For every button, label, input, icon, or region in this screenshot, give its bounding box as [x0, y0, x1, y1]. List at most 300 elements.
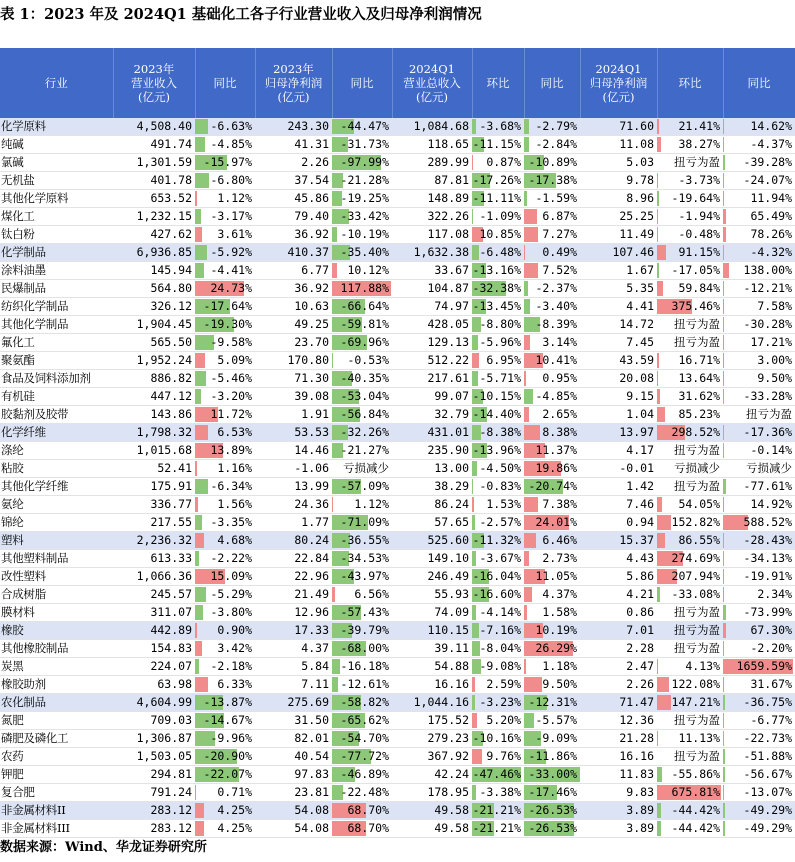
- data-bar: [657, 119, 659, 134]
- value-cell: 6.77: [255, 262, 332, 280]
- growth-value: -19.64%: [671, 191, 720, 205]
- growth-value: 31.62%: [678, 389, 720, 403]
- industry-name-cell: 钾肥: [0, 766, 113, 784]
- growth-value: -3.20%: [210, 389, 252, 403]
- growth-cell: [723, 388, 795, 406]
- growth-cell: [524, 334, 580, 352]
- data-bar: [657, 497, 662, 512]
- growth-value: -57.09%: [340, 479, 389, 493]
- value-cell: 7.01: [580, 622, 657, 640]
- growth-cell: [723, 640, 795, 658]
- data-bar: [195, 263, 204, 278]
- growth-value: -10.15%: [472, 389, 521, 403]
- value-cell: 54.08: [255, 820, 332, 838]
- growth-value: -13.45%: [472, 299, 521, 313]
- industry-name-cell: 钛白粉: [0, 226, 113, 244]
- growth-value: 9.76%: [486, 749, 521, 763]
- table-row: [0, 514, 795, 532]
- growth-cell: [195, 370, 255, 388]
- value-cell: 442.89: [113, 622, 195, 640]
- value-cell: 5.86: [580, 568, 657, 586]
- growth-cell: [332, 586, 392, 604]
- growth-cell: [472, 478, 524, 496]
- value-cell: 491.74: [113, 136, 195, 154]
- value-cell: 4.43: [580, 550, 657, 568]
- table-row: [0, 748, 795, 766]
- growth-cell: [723, 442, 795, 460]
- data-table-container: [0, 48, 795, 838]
- growth-value: 扭亏为盈: [674, 605, 720, 619]
- data-bar: [195, 245, 207, 260]
- data-bar: [195, 371, 206, 386]
- data-bar: [723, 587, 724, 602]
- growth-cell: [332, 820, 392, 838]
- growth-value: -21.27%: [340, 443, 389, 457]
- value-cell: 279.23: [392, 730, 472, 748]
- value-cell: 87.81: [392, 172, 472, 190]
- value-cell: 13.99: [255, 478, 332, 496]
- growth-value: 7.27%: [542, 227, 577, 241]
- growth-cell: [723, 478, 795, 496]
- table-row: [0, 352, 795, 370]
- growth-value: -19.91%: [743, 569, 792, 583]
- growth-value: 1.58%: [542, 605, 577, 619]
- value-cell: 275.69: [255, 694, 332, 712]
- growth-value: -9.09%: [535, 731, 577, 745]
- value-cell: 129.13: [392, 334, 472, 352]
- growth-cell: [472, 244, 524, 262]
- growth-value: 38.27%: [678, 137, 720, 151]
- growth-cell: [472, 550, 524, 568]
- growth-value: -12.21%: [743, 281, 792, 295]
- growth-cell: [195, 550, 255, 568]
- growth-value: -36.55%: [340, 533, 389, 547]
- value-cell: 1.91: [255, 406, 332, 424]
- growth-value: -54.70%: [340, 731, 389, 745]
- growth-cell: [332, 640, 392, 658]
- group-row: [0, 532, 795, 550]
- growth-value: 65.49%: [750, 209, 792, 223]
- table-row: [0, 568, 795, 586]
- industry-name-cell: 食品及饲料添加剂: [0, 370, 113, 388]
- growth-value: -21.21%: [472, 803, 521, 817]
- growth-cell: [657, 748, 723, 766]
- value-cell: 7.45: [580, 334, 657, 352]
- value-cell: 2.47: [580, 658, 657, 676]
- growth-value: 扭亏为盈: [674, 155, 720, 169]
- growth-cell: [657, 694, 723, 712]
- table-title: 表 1：2023 年及 2024Q1 基础化工各子行业营业收入及归母净利润情况: [0, 6, 482, 23]
- growth-value: -51.88%: [743, 749, 792, 763]
- growth-cell: [472, 208, 524, 226]
- growth-cell: [723, 172, 795, 190]
- data-bar: [657, 731, 658, 746]
- growth-cell: [657, 370, 723, 388]
- growth-cell: [332, 424, 392, 442]
- value-cell: 107.46: [580, 244, 657, 262]
- data-bar: [524, 371, 526, 386]
- growth-cell: [472, 658, 524, 676]
- growth-cell: [332, 406, 392, 424]
- value-cell: 1.77: [255, 514, 332, 532]
- growth-cell: [524, 118, 580, 136]
- growth-cell: [332, 532, 392, 550]
- value-cell: 512.22: [392, 352, 472, 370]
- growth-value: 16.71%: [678, 353, 720, 367]
- group-row: [0, 118, 795, 136]
- growth-value: -16.60%: [472, 587, 521, 601]
- growth-cell: [524, 604, 580, 622]
- growth-cell: [657, 640, 723, 658]
- growth-value: 2.65%: [542, 407, 577, 421]
- growth-value: -9.08%: [479, 659, 521, 673]
- growth-cell: [195, 172, 255, 190]
- growth-value: 6.87%: [542, 209, 577, 223]
- growth-cell: [723, 424, 795, 442]
- data-bar: [472, 335, 478, 350]
- growth-cell: [723, 586, 795, 604]
- growth-value: -5.71%: [479, 371, 521, 385]
- growth-value: 10.12%: [347, 263, 389, 277]
- growth-value: -10.16%: [472, 731, 521, 745]
- growth-cell: [723, 460, 795, 478]
- data-bar: [657, 695, 671, 710]
- growth-value: 19.86%: [535, 461, 577, 475]
- growth-cell: [524, 460, 580, 478]
- growth-cell: [723, 622, 795, 640]
- growth-cell: [472, 748, 524, 766]
- growth-cell: [524, 820, 580, 838]
- growth-value: -0.14%: [750, 443, 792, 457]
- growth-cell: [524, 748, 580, 766]
- growth-value: 扭亏为盈: [674, 641, 720, 655]
- growth-value: -2.20%: [750, 641, 792, 655]
- value-cell: 283.12: [113, 820, 195, 838]
- industry-name-cell: 氨纶: [0, 496, 113, 514]
- growth-cell: [332, 388, 392, 406]
- growth-cell: [472, 784, 524, 802]
- growth-cell: [472, 586, 524, 604]
- growth-value: 5.20%: [486, 713, 521, 727]
- growth-value: -22.07%: [203, 767, 252, 781]
- growth-value: -6.77%: [750, 713, 792, 727]
- industry-name-cell: 其他橡胶制品: [0, 640, 113, 658]
- table-row: [0, 190, 795, 208]
- growth-value: 4.25%: [217, 803, 252, 817]
- growth-value: -11.15%: [472, 137, 521, 151]
- growth-cell: [657, 424, 723, 442]
- data-bar: [195, 461, 197, 476]
- data-bar: [472, 155, 473, 170]
- growth-value: 6.53%: [217, 425, 252, 439]
- industry-name-cell: 其他塑料制品: [0, 550, 113, 568]
- value-cell: 0.94: [580, 514, 657, 532]
- value-cell: 886.82: [113, 370, 195, 388]
- table-row: [0, 154, 795, 172]
- growth-value: -5.92%: [210, 245, 252, 259]
- growth-value: 6.56%: [354, 587, 389, 601]
- growth-cell: [524, 424, 580, 442]
- data-bar: [524, 335, 530, 350]
- value-cell: 565.50: [113, 334, 195, 352]
- growth-cell: [524, 658, 580, 676]
- value-cell: 4.37: [255, 640, 332, 658]
- data-bar: [472, 677, 475, 692]
- growth-cell: [472, 136, 524, 154]
- value-cell: 5.35: [580, 280, 657, 298]
- growth-value: 9.50%: [757, 371, 792, 385]
- growth-cell: [472, 370, 524, 388]
- growth-cell: [723, 712, 795, 730]
- growth-cell: [195, 226, 255, 244]
- growth-cell: [332, 136, 392, 154]
- data-bar: [723, 533, 724, 548]
- growth-cell: [195, 766, 255, 784]
- growth-value: -0.48%: [678, 227, 720, 241]
- data-bar: [195, 803, 204, 818]
- growth-value: -10.19%: [340, 227, 389, 241]
- industry-name-cell: 非金属材料III: [0, 820, 113, 838]
- group-row: [0, 424, 795, 442]
- growth-value: 6.33%: [217, 677, 252, 691]
- value-cell: 2.28: [580, 640, 657, 658]
- value-cell: 2.26: [255, 154, 332, 172]
- industry-name-cell: 塑料: [0, 532, 113, 550]
- growth-value: -11.32%: [472, 533, 521, 547]
- growth-value: -28.43%: [743, 533, 792, 547]
- data-bar: [723, 443, 724, 458]
- growth-cell: [195, 712, 255, 730]
- value-cell: 40.54: [255, 748, 332, 766]
- value-cell: 17.33: [255, 622, 332, 640]
- value-cell: 49.58: [392, 802, 472, 820]
- growth-cell: [332, 784, 392, 802]
- growth-cell: [195, 280, 255, 298]
- growth-value: -15.97%: [203, 155, 252, 169]
- growth-cell: [195, 406, 255, 424]
- growth-value: 9.50%: [542, 677, 577, 691]
- growth-value: 11.13%: [678, 731, 720, 745]
- growth-value: -56.67%: [743, 767, 792, 781]
- column-header: 同比: [723, 48, 795, 118]
- data-bar: [195, 821, 204, 836]
- table-row: [0, 496, 795, 514]
- growth-value: 6.95%: [486, 353, 521, 367]
- growth-cell: [524, 532, 580, 550]
- value-cell: 145.94: [113, 262, 195, 280]
- growth-cell: [472, 154, 524, 172]
- table-row: [0, 730, 795, 748]
- value-cell: 525.60: [392, 532, 472, 550]
- growth-value: -39.79%: [340, 623, 389, 637]
- growth-cell: [723, 568, 795, 586]
- growth-cell: [332, 442, 392, 460]
- growth-cell: [472, 568, 524, 586]
- growth-cell: [332, 550, 392, 568]
- growth-cell: [332, 802, 392, 820]
- growth-value: -3.80%: [210, 605, 252, 619]
- growth-cell: [657, 622, 723, 640]
- growth-cell: [524, 784, 580, 802]
- growth-cell: [332, 568, 392, 586]
- industry-name-cell: 其他化学纤维: [0, 478, 113, 496]
- value-cell: 36.92: [255, 226, 332, 244]
- data-bar: [332, 659, 340, 674]
- growth-value: -4.41%: [210, 263, 252, 277]
- growth-cell: [472, 514, 524, 532]
- growth-value: -30.28%: [743, 317, 792, 331]
- value-cell: 1,232.15: [113, 208, 195, 226]
- value-cell: 71.47: [580, 694, 657, 712]
- data-bar: [524, 299, 530, 314]
- growth-value: 54.05%: [678, 497, 720, 511]
- growth-value: -4.37%: [750, 137, 792, 151]
- growth-cell: [195, 730, 255, 748]
- data-bar: [723, 173, 724, 188]
- growth-value: -6.63%: [210, 119, 252, 133]
- data-bar: [472, 605, 476, 620]
- table-row: [0, 766, 795, 784]
- growth-value: -57.43%: [340, 605, 389, 619]
- growth-cell: [657, 244, 723, 262]
- growth-value: -46.89%: [340, 767, 389, 781]
- growth-cell: [524, 370, 580, 388]
- value-cell: 0.86: [580, 604, 657, 622]
- table-row: [0, 172, 795, 190]
- data-bar: [524, 407, 529, 422]
- value-cell: 11.49: [580, 226, 657, 244]
- data-bar: [657, 767, 662, 782]
- table-row: [0, 334, 795, 352]
- value-cell: 43.59: [580, 352, 657, 370]
- value-cell: 23.81: [255, 784, 332, 802]
- industry-name-cell: 民爆制品: [0, 280, 113, 298]
- growth-value: 扭亏为盈: [674, 479, 720, 493]
- growth-value: 6.46%: [542, 533, 577, 547]
- growth-cell: [524, 352, 580, 370]
- growth-cell: [524, 262, 580, 280]
- data-bar: [472, 749, 482, 764]
- value-cell: 45.86: [255, 190, 332, 208]
- growth-value: -5.29%: [210, 587, 252, 601]
- column-header: 环比: [472, 48, 524, 118]
- growth-value: 1.18%: [542, 659, 577, 673]
- data-bar: [195, 227, 202, 242]
- growth-cell: [723, 244, 795, 262]
- table-row: [0, 604, 795, 622]
- data-bar: [472, 479, 473, 494]
- growth-cell: [657, 280, 723, 298]
- column-header: 2024Q1 营业总收入 (亿元): [392, 48, 472, 118]
- growth-cell: [657, 784, 723, 802]
- growth-value: 0.87%: [486, 155, 521, 169]
- growth-value: -24.07%: [743, 173, 792, 187]
- growth-value: 1659.59%: [736, 659, 792, 673]
- growth-cell: [195, 568, 255, 586]
- growth-value: -17.46%: [528, 785, 577, 799]
- growth-value: 8.38%: [542, 425, 577, 439]
- data-bar: [723, 731, 724, 746]
- growth-value: -2.79%: [535, 119, 577, 133]
- industry-name-cell: 氮肥: [0, 712, 113, 730]
- growth-value: -3.17%: [210, 209, 252, 223]
- growth-cell: [195, 478, 255, 496]
- growth-cell: [723, 298, 795, 316]
- growth-cell: [195, 820, 255, 838]
- value-cell: 148.89: [392, 190, 472, 208]
- data-bar: [657, 137, 661, 152]
- data-bar: [524, 209, 537, 224]
- growth-cell: [472, 532, 524, 550]
- growth-value: -44.42%: [671, 803, 720, 817]
- data-bar: [657, 191, 659, 206]
- growth-value: -14.67%: [203, 713, 252, 727]
- growth-cell: [723, 334, 795, 352]
- growth-cell: [723, 226, 795, 244]
- growth-cell: [657, 496, 723, 514]
- growth-cell: [723, 604, 795, 622]
- growth-cell: [657, 478, 723, 496]
- growth-cell: [723, 190, 795, 208]
- value-cell: 447.12: [113, 388, 195, 406]
- growth-cell: [472, 676, 524, 694]
- growth-value: -53.04%: [340, 389, 389, 403]
- growth-cell: [472, 298, 524, 316]
- growth-value: -2.22%: [210, 551, 252, 565]
- value-cell: 170.80: [255, 352, 332, 370]
- data-bar: [657, 389, 660, 404]
- growth-cell: [657, 298, 723, 316]
- growth-value: -16.18%: [340, 659, 389, 673]
- growth-value: -1.09%: [479, 209, 521, 223]
- growth-cell: [723, 154, 795, 172]
- growth-cell: [332, 712, 392, 730]
- data-bar: [657, 821, 661, 836]
- growth-cell: [472, 712, 524, 730]
- growth-cell: [657, 442, 723, 460]
- growth-cell: [657, 604, 723, 622]
- growth-value: 4.37%: [542, 587, 577, 601]
- industry-name-cell: 橡胶: [0, 622, 113, 640]
- growth-cell: [472, 352, 524, 370]
- growth-value: -3.38%: [479, 785, 521, 799]
- growth-value: -77.61%: [743, 479, 792, 493]
- growth-cell: [472, 190, 524, 208]
- growth-value: 0.95%: [542, 371, 577, 385]
- value-cell: 10.63: [255, 298, 332, 316]
- growth-value: -14.40%: [472, 407, 521, 421]
- growth-cell: [524, 514, 580, 532]
- data-source-note: 数据来源：Wind、华龙证券研究所: [0, 840, 207, 855]
- value-cell: 1,632.38: [392, 244, 472, 262]
- data-bar: [472, 551, 476, 566]
- growth-cell: [657, 136, 723, 154]
- value-cell: 33.67: [392, 262, 472, 280]
- value-cell: 54.08: [255, 802, 332, 820]
- growth-value: -34.53%: [340, 551, 389, 565]
- growth-cell: [332, 514, 392, 532]
- growth-value: -16.04%: [472, 569, 521, 583]
- growth-value: -13.16%: [472, 263, 521, 277]
- industry-name-cell: 化学原料: [0, 118, 113, 136]
- value-cell: 1,066.36: [113, 568, 195, 586]
- value-cell: 326.12: [113, 298, 195, 316]
- growth-cell: [657, 820, 723, 838]
- value-cell: 653.52: [113, 190, 195, 208]
- growth-value: -20.74%: [528, 479, 577, 493]
- growth-cell: [524, 244, 580, 262]
- growth-value: 24.01%: [535, 515, 577, 529]
